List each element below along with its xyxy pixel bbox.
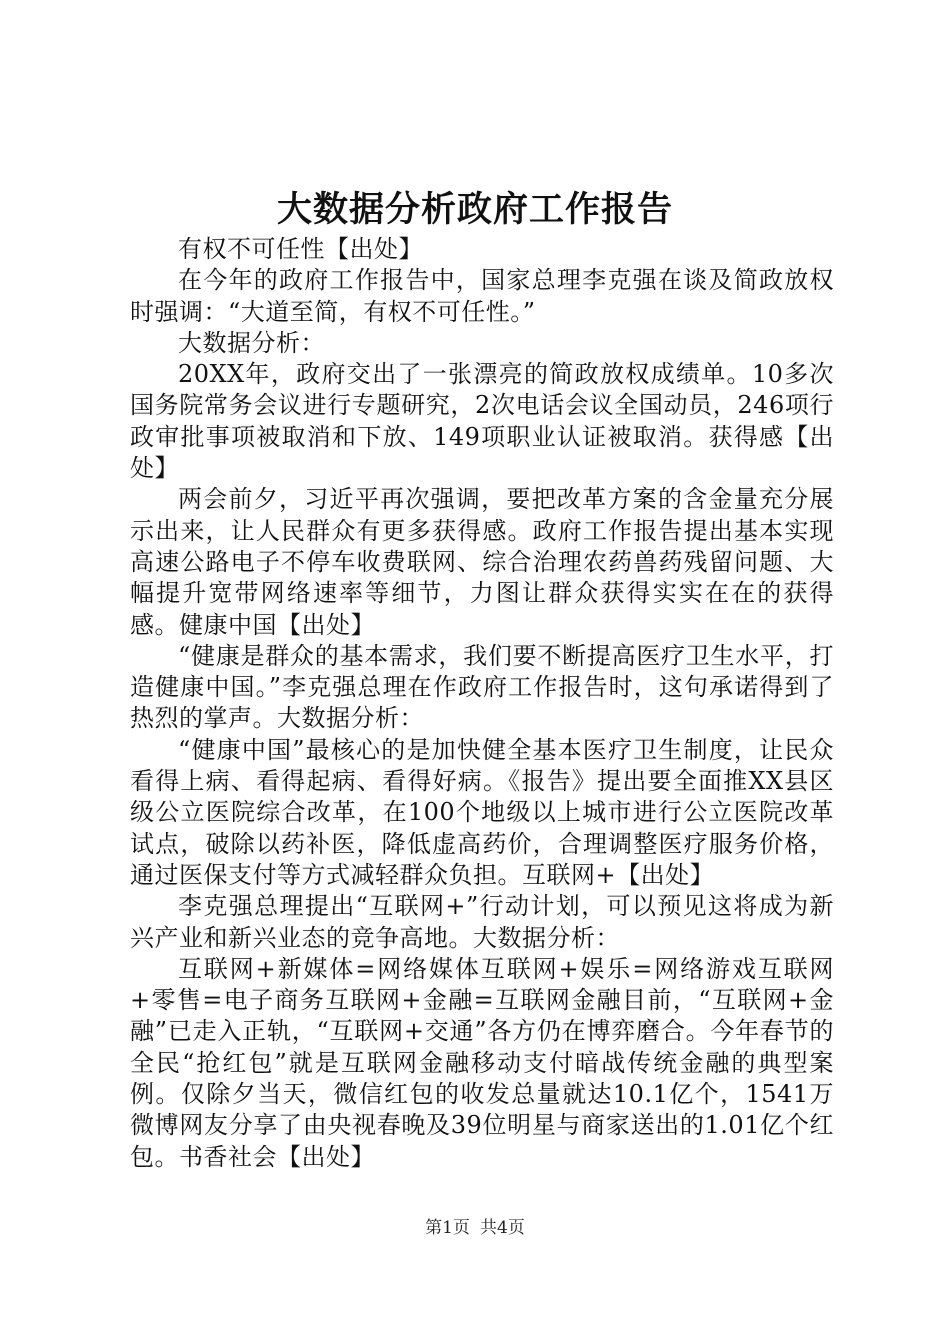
paragraph: 两会前夕，习近平再次强调，要把改革方案的含金量充分展示出来，让人民群众有更多获得感。政府工作报告提出基本实现高速公路电子不停车收费联网、综合治理农药兽药残留问题、大幅提升宽带网络速率等细节，力图让群众获得实实在在的获得感。健康中国【出处】 [130, 485, 834, 639]
paragraph: 李克强总理提出“互联网+”行动计划，可以预见这将成为新兴产业和新兴业态的竞争高地。大数据分析： [130, 892, 834, 952]
paragraph: 在今年的政府工作报告中，国家总理李克强在谈及简政放权时强调：“大道至简，有权不可任性。” [130, 266, 834, 326]
paragraph: 互联网+新媒体=网络媒体互联网+娱乐=网络游戏互联网+零售=电子商务互联网+金融=互联网金融目前，“互联网+金融”已走入正轨，“互联网+交通”各方仍在博弈磨合。今年春节的全民“抢红包”就是互联网金融移动支付暗战传统金融的典型案例。仅除夕当天，微信红包的收发总量就达10.1亿个，1541万微博网友分享了由央视春晚及39位明星与商家送出的1.01亿个红包。书香社会【出处】 [130, 954, 834, 1171]
paragraph: 20XX年，政府交出了一张漂亮的简政放权成绩单。10多次国务院常务会议进行专题研究，2次电话会议全国动员，246项行政审批事项被取消和下放、149项职业认证被取消。获得感【出处】 [130, 360, 834, 483]
paragraph: “健康中国”最核心的是加快健全基本医疗卫生制度，让民众看得上病、看得起病、看得好病。《报告》提出要全面推XX县区级公立医院综合改革，在100个地级以上城市进行公立医院改革试点，破除以药补医，降低虚高药价，合理调整医疗服务价格，通过医保支付等方式减轻群众负担。互联网+【出处】 [130, 735, 834, 889]
total-pages: 共4页 [480, 1218, 525, 1238]
document-title: 大数据分析政府工作报告 [276, 189, 673, 230]
paragraph: “健康是群众的基本需求，我们要不断提高医疗卫生水平，打造健康中国。”李克强总理在作政府工作报告时，这句承诺得到了热烈的掌声。大数据分析： [130, 641, 834, 733]
page-footer [0, 1216, 950, 1240]
page-number: 第1页 [425, 1218, 470, 1238]
paragraph: 有权不可任性【出处】 [178, 235, 423, 263]
document-body [130, 234, 834, 1173]
paragraph: 大数据分析： [178, 328, 325, 357]
